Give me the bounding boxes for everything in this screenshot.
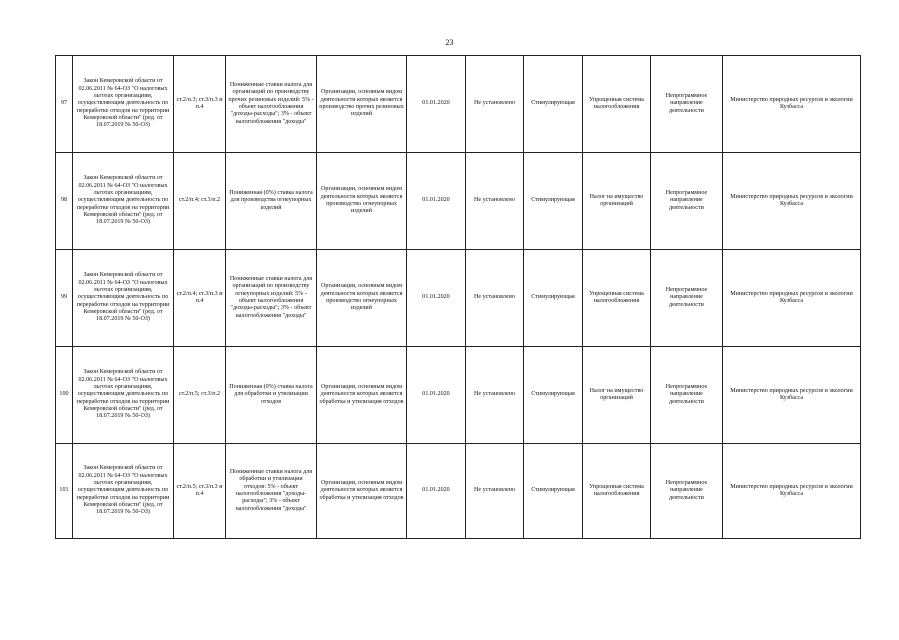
table-row [56,153,861,250]
end-date: Не установлено [466,56,524,153]
beneficiary-category: Организации, основным видом деятельности которых является производство огнеупорных изделий [317,250,407,347]
article-reference: ст.2/п.5; ст.3/п.3 и п.4 [174,444,226,539]
beneficiary-category: Организации, основным видом деятельности которых является производство огнеупорных изделий [317,153,407,250]
row-number: 100 [56,347,73,444]
curator: Министерство природных ресурсов и экологии Кузбасса [723,56,861,153]
curator: Министерство природных ресурсов и экологии Кузбасса [723,444,861,539]
curator: Министерство природных ресурсов и экологии Кузбасса [723,250,861,347]
benefit-type: Стимулирующая [524,444,583,539]
beneficiary-category: Организации, основным видом деятельности которых является обработка и утилизация отходов [317,444,407,539]
beneficiary-category: Организации, основным видом деятельности которых является обработка и утилизация отходов [317,347,407,444]
start-date: 01.01.2020 [407,444,466,539]
end-date: Не установлено [466,347,524,444]
benefit-type: Стимулирующая [524,347,583,444]
start-date: 01.01.2020 [407,153,466,250]
table-row [56,250,861,347]
article-reference: ст.2/п.4; ст.3/п.3 и п.4 [174,250,226,347]
table-row [56,444,861,539]
benefit-description: Пониженная (0%) ставка налога для обработки и утилизации отходов [226,347,317,444]
start-date: 01.01.2020 [407,347,466,444]
benefit-description: Пониженная (0%) ставка налога для производства огнеупорных изделий [226,153,317,250]
legal-act: Закон Кемеровской области от 02.06.2011 № 64-ОЗ "О налоговых льготах организациям, осуществляющим деятельность по переработке отходов на территории Кемеровской области" (ред. от 18.07.2019 № 50-ОЗ) [73,347,174,444]
benefit-type: Стимулирующая [524,153,583,250]
tax-name: Упрощенная система налогообложения [583,250,651,347]
program-direction: Непрограммное направление деятельности [651,250,723,347]
row-number: 99 [56,250,73,347]
row-number: 97 [56,56,73,153]
benefit-description: Пониженные ставки налога для обработки и утилизации отходов: 5% - объект налогообложения "доходы-расходы"; 3% - объект налогообложения "доходы" [226,444,317,539]
tax-name: Налог на имущество организаций [583,153,651,250]
curator: Министерство природных ресурсов и экологии Кузбасса [723,347,861,444]
benefit-description: Пониженные ставки налога для организаций по производству прочих резиновых изделий: 5% - объект налогообложения "доходы-расходы"; 3% - объект налогообложения "доходы" [226,56,317,153]
end-date: Не установлено [466,444,524,539]
article-reference: ст.2/п.5; ст.3/п.2 [174,347,226,444]
article-reference: ст.2/п.3; ст.3/п.3 и п.4 [174,56,226,153]
tax-name: Упрощенная система налогообложения [583,444,651,539]
program-direction: Непрограммное направление деятельности [651,56,723,153]
benefit-type: Стимулирующая [524,250,583,347]
tax-benefits-table [55,55,861,539]
table-row [56,56,861,153]
beneficiary-category: Организации, основным видом деятельности которых является производство прочих резиновых изделий [317,56,407,153]
benefit-type: Стимулирующая [524,56,583,153]
legal-act: Закон Кемеровской области от 02.06.2011 № 64-ОЗ "О налоговых льготах организациям, осуществляющим деятельность по переработке отходов на территории Кемеровской области" (ред. от 18.07.2019 № 50-ОЗ) [73,56,174,153]
start-date: 01.01.2020 [407,250,466,347]
page-number: 23 [445,38,454,47]
program-direction: Непрограммное направление деятельности [651,444,723,539]
row-number: 101 [56,444,73,539]
start-date: 01.01.2020 [407,56,466,153]
program-direction: Непрограммное направление деятельности [651,347,723,444]
legal-act: Закон Кемеровской области от 02.06.2011 № 64-ОЗ "О налоговых льготах организациям, осуществляющим деятельность по переработке отходов на территории Кемеровской области" (ред. от 18.07.2019 № 50-ОЗ) [73,153,174,250]
benefit-description: Пониженные ставки налога для организаций по производству огнеупорных изделий: 5% - объект налогообложения "доходы-расходы"; 3% - объект налогообложения "доходы" [226,250,317,347]
legal-act: Закон Кемеровской области от 02.06.2011 № 64-ОЗ "О налоговых льготах организациям, осуществляющим деятельность по переработке отходов на территории Кемеровской области" (ред. от 18.07.2019 № 50-ОЗ) [73,250,174,347]
program-direction: Непрограммное направление деятельности [651,153,723,250]
curator: Министерство природных ресурсов и экологии Кузбасса [723,153,861,250]
article-reference: ст.2/п.4; ст.3/п.2 [174,153,226,250]
row-number: 98 [56,153,73,250]
tax-name: Налог на имущество организаций [583,347,651,444]
end-date: Не установлено [466,250,524,347]
end-date: Не установлено [466,153,524,250]
legal-act: Закон Кемеровской области от 02.06.2011 № 64-ОЗ "О налоговых льготах организациям, осуществляющим деятельность по переработке отходов на территории Кемеровской области" (ред. от 18.07.2019 № 50-ОЗ) [73,444,174,539]
tax-name: Упрощенная система налогообложения [583,56,651,153]
table-row [56,347,861,444]
